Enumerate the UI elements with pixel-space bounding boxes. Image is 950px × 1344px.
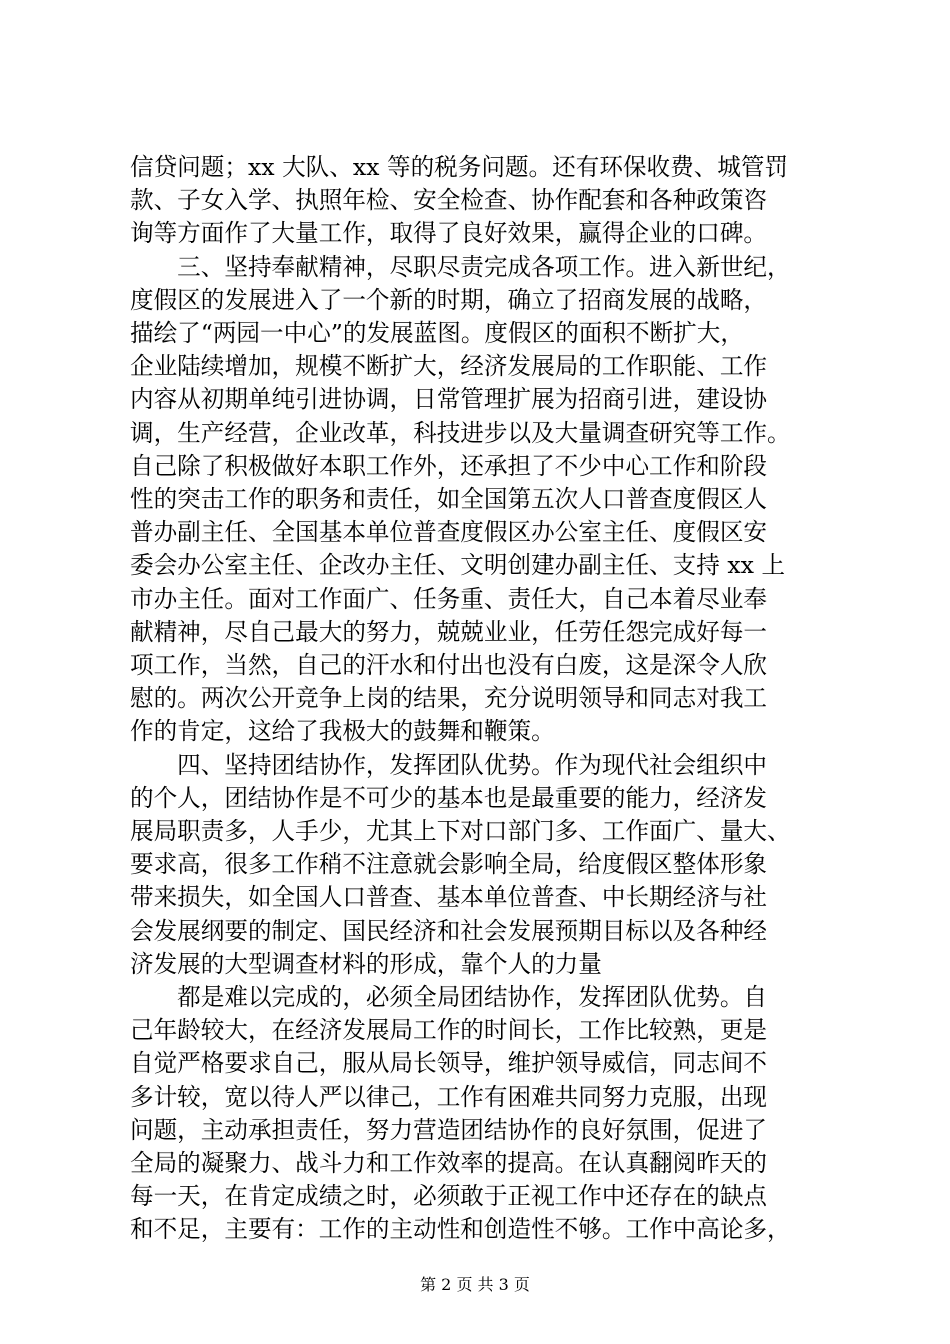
text-line: 每一天，在肯定成绩之时，必须敢于正视工作中还存在的缺点 bbox=[130, 1182, 768, 1211]
text-line: 自觉严格要求自己，服从局长领导，维护领导威信，同志间不 bbox=[130, 1049, 768, 1078]
text-line: 和不足，主要有：工作的主动性和创造性不够。工作中高论多， bbox=[130, 1215, 791, 1244]
text-line: 慰的。两次公开竞争上岗的结果，充分说明领导和同志对我工 bbox=[130, 684, 768, 713]
text-line: 要求高，很多工作稍不注意就会影响全局，给度假区整体形象 bbox=[130, 850, 768, 879]
text-line: 普办副主任、全国基本单位普查度假区办公室主任、度假区安 bbox=[130, 518, 768, 547]
text-line: 作的肯定，这给了我极大的鼓舞和鞭策。 bbox=[130, 717, 555, 746]
text-line: 献精神，尽自己最大的努力，兢兢业业，任劳任怨完成好每一 bbox=[130, 617, 768, 646]
text-line: 会发展纲要的制定、国民经济和社会发展预期目标以及各种经 bbox=[130, 916, 768, 945]
text-line: 四、坚持团结协作，发挥团队优势。作为现代社会组织中 bbox=[130, 750, 768, 779]
text-line: 带来损失，如全国人口普查、基本单位普查、中长期经济与社 bbox=[130, 883, 768, 912]
text-line: 都是难以完成的，必须全局团结协作，发挥团队优势。自 bbox=[130, 983, 768, 1011]
text-line: 项工作，当然，自己的汗水和付出也没有白废，这是深令人欣 bbox=[130, 651, 768, 679]
text-line: 度假区的发展进入了一个新的时期，确立了招商发展的战略， bbox=[130, 285, 768, 314]
page-number-footer: 第 2 页 共 3 页 bbox=[420, 1275, 530, 1294]
text-line: 调，生产经营，企业改革，科技进步以及大量调查研究等工作。 bbox=[130, 418, 791, 447]
text-line: 多计较，宽以待人严以律己，工作有困难共同努力克服，出现 bbox=[130, 1082, 768, 1111]
text-line: 信贷问题；xx 大队、xx 等的税务问题。还有环保收费、城管罚 bbox=[130, 153, 789, 181]
text-line: 问题，主动承担责任，努力营造团结协作的良好氛围，促进了 bbox=[130, 1115, 768, 1144]
text-line: 委会办公室主任、企改办主任、文明创建办副主任、支持 xx 上 bbox=[130, 551, 786, 580]
text-line: 济发展的大型调查材料的形成，靠个人的力量 bbox=[130, 949, 602, 978]
text-line: 企业陆续增加，规模不断扩大，经济发展局的工作职能、工作 bbox=[130, 352, 768, 381]
text-line: 市办主任。面对工作面广、任务重、责任大，自己本着尽业奉 bbox=[130, 584, 768, 613]
text-line: 己年龄较大，在经济发展局工作的时间长，工作比较熟，更是 bbox=[130, 1016, 768, 1045]
text-line: 自己除了积极做好本职工作外，还承担了不少中心工作和阶段 bbox=[130, 451, 768, 480]
text-line: 内容从初期单纯引进协调，日常管理扩展为招商引进，建设协 bbox=[130, 385, 768, 414]
text-line: 的个人，团结协作是不可少的基本也是最重要的能力，经济发 bbox=[130, 783, 768, 812]
text-line: 展局职责多，人手少，尤其上下对口部门多、工作面广、量大、 bbox=[130, 817, 791, 845]
text-line: 询等方面作了大量工作，取得了良好效果，赢得企业的口碑。 bbox=[130, 219, 768, 248]
text-line: 描绘了“两园一中心”的发展蓝图。度假区的面积不断扩大， bbox=[130, 319, 744, 347]
text-line: 三、坚持奉献精神，尽职尽责完成各项工作。进入新世纪， bbox=[130, 252, 791, 281]
text-line: 款、子女入学、执照年检、安全检查、协作配套和各种政策咨 bbox=[130, 186, 768, 215]
text-line: 全局的凝聚力、战斗力和工作效率的提高。在认真翻阅昨天的 bbox=[130, 1149, 768, 1177]
text-line: 性的突击工作的职务和责任，如全国第五次人口普查度假区人 bbox=[130, 485, 768, 513]
